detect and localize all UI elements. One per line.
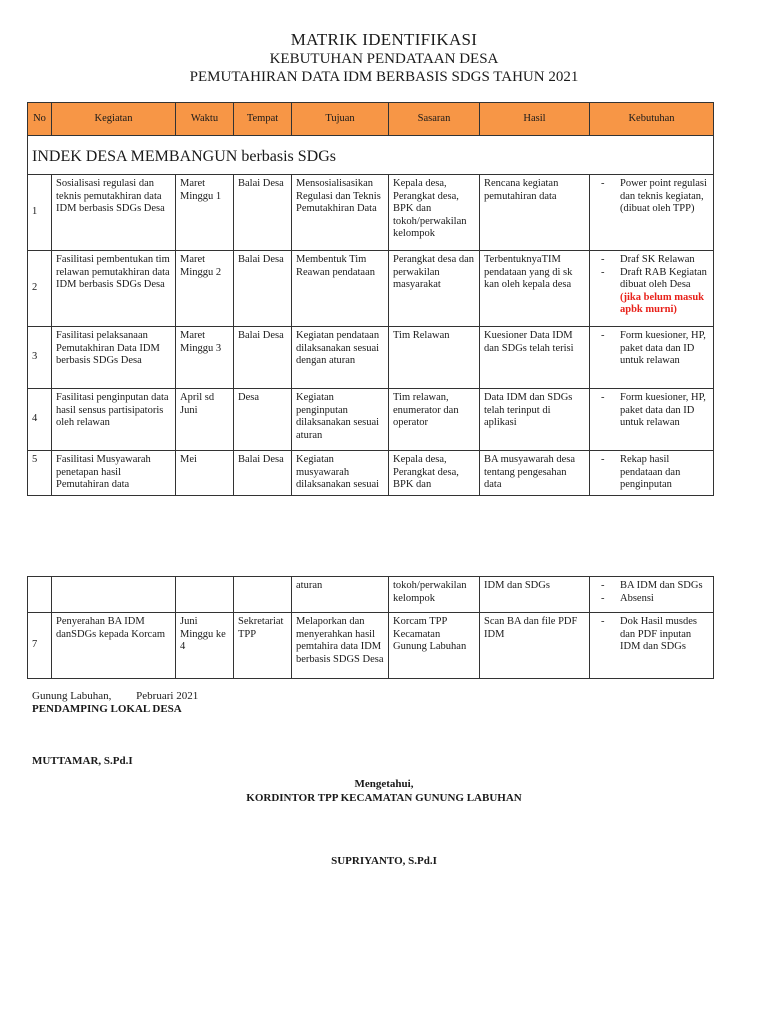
row-kebutuhan [590,577,714,613]
row-no: 5 [28,451,52,496]
row-kegiatan: Fasilitasi pembentukan tim relawan pemutakhiran data IDM berbasis SDGs Desa [52,251,176,327]
signer-name-1: MUTTAMAR, S.Pd.I [32,755,133,767]
table-row [28,389,714,451]
header-hasil: Hasil [480,103,590,136]
row-kegiatan: Fasilitasi penginputan data hasil sensus partisipatoris oleh relawan [52,389,176,451]
row-kegiatan: Fasilitasi Musyawarah penetapan hasil Pemutahiran data [52,451,176,496]
row-kegiatan: Sosialisasi regulasi dan teknis pemutakhiran data IDM berbasis SDGs Desa [52,175,176,251]
row-sasaran: Korcam TPP Kecamatan Gunung Labuhan [389,613,480,679]
row-tempat: Balai Desa [234,175,292,251]
table-header [28,103,714,136]
row-kebutuhan [590,175,714,251]
row-kebutuhan [590,327,714,389]
kebutuhan-item: - Draft RAB Kegiatan dibuat oleh Desa (jika belum masuk apbk murni) [594,267,709,317]
row-no: 4 [28,389,52,451]
matrix-table-continued [27,576,714,679]
row-waktu: Mei [176,451,234,496]
row-tujuan: Kegiatan pendataan dilaksanakan sesuai dengan aturan [292,327,389,389]
table-row [28,451,714,496]
row-tempat: Balai Desa [234,327,292,389]
header-kebutuhan: Kebutuhan [590,103,714,136]
row-tempat: Balai Desa [234,251,292,327]
row-tujuan: aturan [292,577,389,613]
table-row [28,613,714,679]
doc-subtitle: KEBUTUHAN PENDATAAN DESA [269,51,499,67]
header-sasaran: Sasaran [389,103,480,136]
row-hasil: Scan BA dan file PDF IDM [480,613,590,679]
signer-role-2: KORDINTOR TPP KECAMATAN GUNUNG LABUHAN [246,792,522,804]
row-waktu: April sd Juni [176,389,234,451]
row-tempat [234,577,292,613]
row-tujuan: Melaporkan dan menyerahkan hasil pemtahira data IDM berbasis SDGS Desa [292,613,389,679]
signer-name-2: SUPRIYANTO, S.Pd.I [331,855,437,867]
row-kegiatan: Penyerahan BA IDM danSDGs kepada Korcam [52,613,176,679]
header-no: No [28,103,52,136]
section-title: INDEK DESA MEMBANGUN berbasis SDGs [28,136,714,175]
row-kebutuhan [590,613,714,679]
kebutuhan-item: - Power point regulasi dan teknis kegiatan, (dibuat oleh TPP) [594,178,709,216]
row-no: 1 [28,175,52,251]
row-no: 3 [28,327,52,389]
row-sasaran: Perangkat desa dan perwakilan masyarakat [389,251,480,327]
kebutuhan-item: - Absensi [594,593,709,606]
acknowledge-label: Mengetahui, [354,778,414,790]
row-hasil: IDM dan SDGs [480,577,590,613]
row-hasil: BA musyawarah desa tentang pengesahan data [480,451,590,496]
row-waktu: Juni Minggu ke 4 [176,613,234,679]
row-tujuan: Membentuk Tim Reawan pendataan [292,251,389,327]
place-date: Gunung Labuhan, Pebruari 2021 [32,690,199,702]
row-no: 2 [28,251,52,327]
row-tempat: Sekretariat TPP [234,613,292,679]
row-waktu: Maret Minggu 1 [176,175,234,251]
row-waktu: Maret Minggu 3 [176,327,234,389]
row-no: 7 [28,613,52,679]
matrix-table [27,102,714,496]
table-row [28,251,714,327]
kebutuhan-item: - Rekap hasil pendataan dan penginputan [594,454,709,492]
header-waktu: Waktu [176,103,234,136]
row-tempat: Balai Desa [234,451,292,496]
row-waktu [176,577,234,613]
row-sasaran: Tim Relawan [389,327,480,389]
kebutuhan-item: - Draf SK Relawan [594,254,709,267]
row-tempat: Desa [234,389,292,451]
row-sasaran: Kepala desa, Perangkat desa, BPK dan tokoh/perwakilan kelompok [389,175,480,251]
row-sasaran: Kepala desa, Perangkat desa, BPK dan [389,451,480,496]
signer-role-1: PENDAMPING LOKAL DESA [32,703,182,715]
doc-title: MATRIK IDENTIFIKASI [290,30,478,49]
row-kegiatan: Fasilitasi pelaksanaan Pemutakhiran Data IDM berbasis SDGs Desa [52,327,176,389]
row-tujuan: Kegiatan musyawarah dilaksanakan sesuai [292,451,389,496]
row-waktu: Maret Minggu 2 [176,251,234,327]
kebutuhan-note: (jika belum masuk apbk murni) [620,291,705,315]
table-row [28,577,714,613]
header-tujuan: Tujuan [292,103,389,136]
header-kegiatan: Kegiatan [52,103,176,136]
row-tujuan: Kegiatan penginputan dilaksanakan sesuai aturan [292,389,389,451]
row-sasaran: tokoh/perwakilan kelompok [389,577,480,613]
table-row [28,327,714,389]
kebutuhan-item: - Form kuesioner, HP, paket data dan ID untuk relawan [594,392,709,430]
section-row [28,136,714,175]
row-kebutuhan [590,451,714,496]
row-kebutuhan [590,389,714,451]
row-kebutuhan [590,251,714,327]
row-hasil: TerbentuknyaTIM pendataan yang di sk kan oleh kepala desa [480,251,590,327]
row-hasil: Rencana kegiatan pemutahiran data [480,175,590,251]
doc-subtitle-2: PEMUTAHIRAN DATA IDM BERBASIS SDGS TAHUN 2021 [189,69,579,85]
header-tempat: Tempat [234,103,292,136]
row-hasil: Kuesioner Data IDM dan SDGs telah terisi [480,327,590,389]
row-sasaran: Tim relawan, enumerator dan operator [389,389,480,451]
row-no [28,577,52,613]
kebutuhan-item: - Dok Hasil musdes dan PDF inputan IDM dan SDGs [594,616,709,654]
table-row [28,175,714,251]
kebutuhan-item: - Form kuesioner, HP, paket data dan ID untuk relawan [594,330,709,368]
row-kegiatan [52,577,176,613]
row-hasil: Data IDM dan SDGs telah terinput di aplikasi [480,389,590,451]
kebutuhan-item: - BA IDM dan SDGs [594,580,709,593]
row-tujuan: Mensosialisasikan Regulasi dan Teknis Pemutakhiran Data [292,175,389,251]
